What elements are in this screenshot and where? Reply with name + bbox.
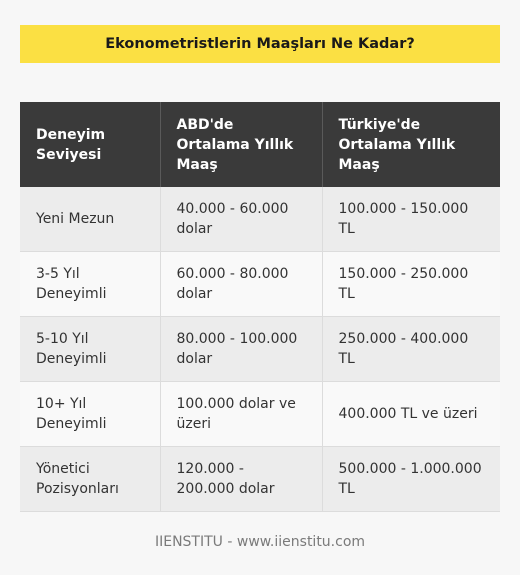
title-banner [20,25,500,63]
cell-experience-level: 10+ Yıl Deneyimli [20,382,160,447]
table-header-row [20,102,500,187]
cell-turkey-salary: 150.000 - 250.000 TL [322,252,500,317]
table-row [20,382,500,447]
table-row [20,187,500,252]
cell-usa-salary: 40.000 - 60.000 dolar [160,187,322,252]
cell-usa-salary: 60.000 - 80.000 dolar [160,252,322,317]
table-row [20,447,500,512]
cell-turkey-salary: 500.000 - 1.000.000 TL [322,447,500,512]
cell-turkey-salary: 400.000 TL ve üzeri [322,382,500,447]
cell-usa-salary: 120.000 - 200.000 dolar [160,447,322,512]
header-turkey-salary: Türkiye'de Ortalama Yıllık Maaş [322,102,500,187]
cell-turkey-salary: 250.000 - 400.000 TL [322,317,500,382]
page-title: Ekonometristlerin Maaşları Ne Kadar? [105,36,415,52]
cell-experience-level: 3-5 Yıl Deneyimli [20,252,160,317]
cell-experience-level: Yönetici Pozisyonları [20,447,160,512]
cell-experience-level: 5-10 Yıl Deneyimli [20,317,160,382]
cell-usa-salary: 100.000 dolar ve üzeri [160,382,322,447]
table-row [20,317,500,382]
header-experience-level: Deneyim Seviyesi [20,102,160,187]
footer-credit: IIENSTITU - www.iienstitu.com [154,534,366,550]
cell-usa-salary: 80.000 - 100.000 dolar [160,317,322,382]
table-row [20,252,500,317]
cell-experience-level: Yeni Mezun [20,187,160,252]
salary-table [20,102,500,512]
header-usa-salary: ABD'de Ortalama Yıllık Maaş [160,102,322,187]
cell-turkey-salary: 100.000 - 150.000 TL [322,187,500,252]
